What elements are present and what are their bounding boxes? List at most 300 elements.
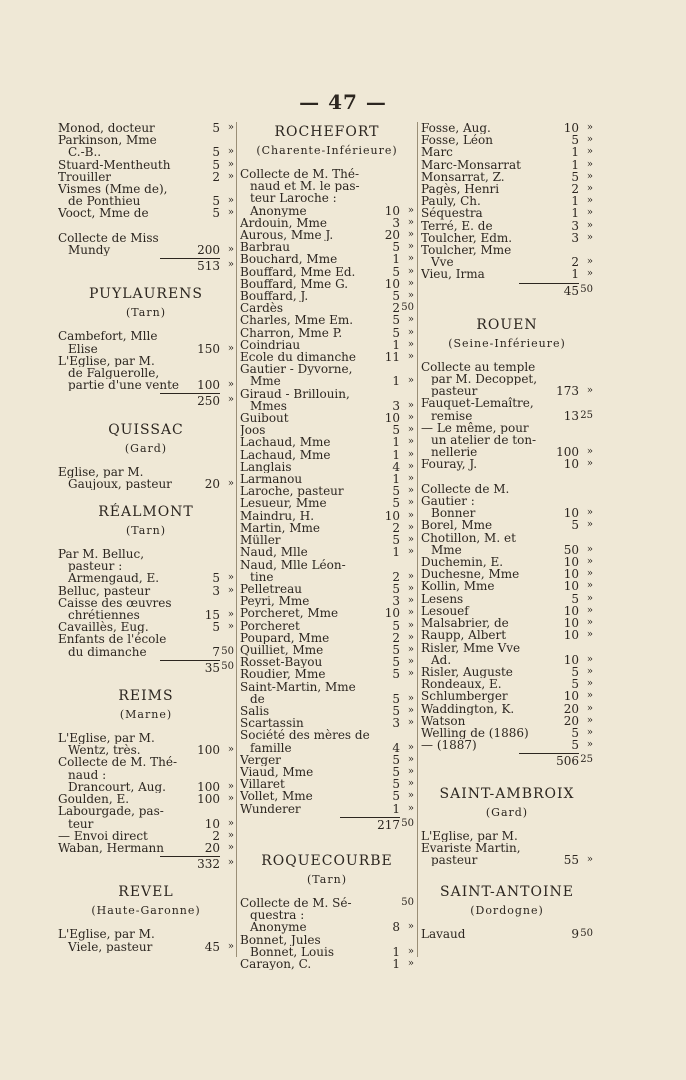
amount-centimes: » xyxy=(227,122,234,133)
donor-name: Pelletreau xyxy=(240,582,302,596)
amount-centimes: » xyxy=(407,945,414,957)
total-francs: 45 xyxy=(519,283,579,297)
list-item xyxy=(421,519,593,531)
section-total xyxy=(58,258,234,272)
entry-list xyxy=(58,330,234,391)
amount-francs: 100 xyxy=(556,445,579,460)
amount-centimes: » xyxy=(586,219,593,231)
donor-name: Poupard, Mme xyxy=(240,631,330,644)
list-item xyxy=(240,302,414,314)
entry-list xyxy=(421,928,593,940)
list-item xyxy=(421,232,593,244)
amount-francs: 1 xyxy=(392,944,400,959)
donor-name: L'Eglise, par M. xyxy=(421,829,518,842)
donor-name: Collecte au temple xyxy=(421,360,536,374)
amount-francs: 4 xyxy=(392,459,400,474)
amount-francs: 1 xyxy=(571,206,579,221)
amount-francs: 5 xyxy=(571,725,579,740)
amount-centimes: » xyxy=(227,379,234,391)
donor-name: Joos xyxy=(240,424,266,437)
amount-francs: 5 xyxy=(392,777,400,792)
amount-centimes: » xyxy=(407,595,414,607)
amount-centimes: » xyxy=(407,436,414,448)
section-subtitle: (Dordogne) xyxy=(470,904,544,918)
amount-centimes: » xyxy=(227,793,234,805)
list-item xyxy=(240,485,414,497)
total-centimes: 50 xyxy=(401,817,414,829)
amount-centimes: » xyxy=(586,256,593,268)
amount-centimes: » xyxy=(227,342,234,354)
amount-francs: 100 xyxy=(197,743,220,758)
amount-centimes: » xyxy=(407,534,414,546)
list-item xyxy=(240,559,414,571)
amount-centimes: » xyxy=(586,556,593,568)
donor-name: Bouchard, Mme xyxy=(240,253,338,266)
amount-centimes: » xyxy=(586,665,593,677)
amount-francs: 5 xyxy=(212,206,220,221)
amount-francs: 5 xyxy=(392,655,400,670)
amount-francs: 5 xyxy=(392,423,400,438)
amount-francs: 1 xyxy=(392,337,400,352)
amount-francs: 5 xyxy=(392,752,400,767)
list-item xyxy=(421,134,593,146)
donor-name: — Envoi direct xyxy=(58,829,148,842)
amount-centimes: 50 xyxy=(221,645,234,657)
amount-centimes: » xyxy=(407,290,414,302)
amount-centimes: » xyxy=(586,592,593,604)
list-item xyxy=(58,183,234,195)
donor-name: teur Laroche : xyxy=(250,192,337,205)
donor-name: L'Eglise, par M. xyxy=(58,354,155,368)
section-subtitle: (Tarn) xyxy=(126,306,166,320)
amount-francs: 5 xyxy=(571,664,579,679)
donor-name: Toulcher, Edm. xyxy=(421,231,513,245)
list-item xyxy=(240,522,414,534)
list-item xyxy=(421,629,593,641)
donor-name: pasteur xyxy=(431,385,478,398)
total-centimes: » xyxy=(227,394,234,406)
list-item xyxy=(421,244,593,256)
list-item xyxy=(58,171,234,183)
amount-centimes: » xyxy=(586,853,593,865)
amount-centimes: » xyxy=(407,314,414,326)
donor-name: chrétiennes xyxy=(68,609,140,622)
amount-francs: 150 xyxy=(197,341,220,356)
donor-name: — Le même, pour xyxy=(421,421,529,435)
donor-name: Bonnet, Jules xyxy=(240,933,321,946)
amount-centimes: » xyxy=(407,424,414,436)
amount-centimes: » xyxy=(407,521,414,533)
amount-centimes: » xyxy=(227,207,234,219)
page-number: — 47 — xyxy=(299,90,387,114)
amount-francs: 1 xyxy=(392,374,400,389)
list-item xyxy=(240,946,414,958)
amount-francs: 45 xyxy=(204,939,220,954)
list-item xyxy=(240,461,414,473)
column-right xyxy=(421,122,593,940)
amount-centimes: » xyxy=(227,584,234,596)
donor-name: L'Eglise, par M. xyxy=(58,928,155,941)
list-item xyxy=(421,739,593,751)
list-item xyxy=(58,195,234,207)
amount-francs: 5 xyxy=(212,157,220,172)
list-item xyxy=(421,422,593,434)
list-item xyxy=(240,412,414,424)
donor-name: Lesouef xyxy=(421,604,469,618)
list-item xyxy=(421,690,593,702)
amount-centimes: » xyxy=(407,338,414,350)
amount-centimes: » xyxy=(407,241,414,253)
list-item xyxy=(240,351,414,363)
amount-centimes: » xyxy=(227,170,234,182)
amount-centimes: » xyxy=(586,519,593,531)
amount-francs: 20 xyxy=(563,713,579,728)
amount-francs: 10 xyxy=(563,567,579,582)
total-centimes: 25 xyxy=(580,754,593,766)
entry-list xyxy=(58,928,234,952)
amount-francs: 3 xyxy=(392,594,400,609)
donor-name: Lachaud, Mme xyxy=(240,448,331,461)
amount-centimes: » xyxy=(586,207,593,219)
donor-name: pasteur : xyxy=(68,560,123,573)
list-item xyxy=(58,585,234,597)
list-item xyxy=(240,607,414,619)
amount-centimes: » xyxy=(407,656,414,668)
donor-name: C.-B.. xyxy=(68,146,102,159)
list-item xyxy=(240,192,414,204)
amount-francs: 8 xyxy=(392,920,400,935)
donor-name: Cardès xyxy=(240,302,284,315)
entry-list xyxy=(240,897,414,970)
amount-centimes: » xyxy=(586,458,593,470)
amount-francs: 10 xyxy=(384,203,400,218)
amount-centimes: » xyxy=(586,543,593,555)
donor-name: Charron, Mme P. xyxy=(240,326,343,339)
donor-name: Laroche, pasteur xyxy=(240,485,344,498)
donor-name: L'Eglise, par M. xyxy=(58,732,155,745)
amount-francs: 1 xyxy=(571,145,579,160)
list-item xyxy=(421,483,593,495)
amount-francs: 10 xyxy=(384,508,400,523)
entry-list xyxy=(58,548,234,658)
list-item xyxy=(240,510,414,522)
amount-francs: 10 xyxy=(563,555,579,570)
amount-francs: 5 xyxy=(571,133,579,148)
list-item xyxy=(240,778,414,790)
amount-francs: 10 xyxy=(384,411,400,426)
amount-centimes: » xyxy=(407,485,414,497)
donor-name: Schlumberger xyxy=(421,690,508,703)
donor-name: Carayon, C. xyxy=(240,957,312,971)
section-title: REIMS xyxy=(118,688,174,705)
amount-francs: 10 xyxy=(384,276,400,291)
amount-centimes: » xyxy=(407,326,414,338)
list-item xyxy=(240,790,414,802)
amount-francs: 10 xyxy=(563,457,579,472)
amount-centimes: » xyxy=(407,351,414,363)
amount-centimes: » xyxy=(586,268,593,280)
amount-centimes: » xyxy=(407,375,414,387)
amount-francs: 5 xyxy=(392,667,400,682)
list-item xyxy=(421,703,593,715)
amount-francs: 10 xyxy=(384,606,400,621)
entry-list xyxy=(240,168,414,815)
column-divider xyxy=(417,122,418,957)
section-title: SAINT-AMBROIX xyxy=(439,785,575,802)
section-title: SAINT-ANTOINE xyxy=(440,884,574,901)
column-middle xyxy=(240,122,414,970)
amount-centimes: » xyxy=(407,753,414,765)
list-item xyxy=(58,941,234,953)
donor-name: Chotillon, M. et xyxy=(421,531,516,544)
donor-name: Marc-Monsarrat xyxy=(421,158,521,171)
list-item xyxy=(58,633,234,645)
list-item xyxy=(421,580,593,592)
donor-name: Monsarrat, Z. xyxy=(421,170,505,184)
amount-francs: 2 xyxy=(392,630,400,645)
donor-name: Roudier, Mme xyxy=(240,668,326,681)
list-item xyxy=(58,646,234,658)
amount-centimes: 25 xyxy=(580,409,593,421)
list-item xyxy=(421,183,593,195)
list-item xyxy=(240,290,414,302)
donor-name: Goulden, E. xyxy=(58,793,130,806)
list-item xyxy=(421,471,593,483)
list-item xyxy=(240,742,414,754)
donor-name: Villaret xyxy=(240,778,285,791)
amount-centimes: » xyxy=(407,607,414,619)
amount-francs: 10 xyxy=(563,652,579,667)
amount-centimes: » xyxy=(407,778,414,790)
amount-francs: 15 xyxy=(204,608,220,623)
donor-name: Marc xyxy=(421,146,453,159)
amount-francs: 5 xyxy=(392,289,400,304)
amount-francs: 1 xyxy=(392,801,400,816)
amount-centimes: » xyxy=(407,765,414,777)
list-item xyxy=(58,207,234,219)
list-item xyxy=(240,253,414,265)
amount-francs: 1 xyxy=(392,435,400,450)
total-centimes: 50 xyxy=(580,283,593,295)
donor-name: Naud, Mlle xyxy=(240,546,308,559)
donor-name: Fauquet-Lemaître, xyxy=(421,397,534,410)
amount-centimes: » xyxy=(407,253,414,265)
donor-name: naud et M. le pas- xyxy=(250,180,360,193)
donor-name: Rosset-Bayou xyxy=(240,656,323,669)
amount-francs: 3 xyxy=(392,716,400,731)
amount-centimes: » xyxy=(586,702,593,714)
list-item xyxy=(421,220,593,232)
list-item xyxy=(240,497,414,509)
amount-francs: 5 xyxy=(392,240,400,255)
amount-centimes: » xyxy=(407,643,414,655)
donor-name: Armengaud, E. xyxy=(68,572,160,585)
list-item xyxy=(240,958,414,970)
section-subtitle: (Gard) xyxy=(124,441,168,455)
section-subtitle: (Gard) xyxy=(485,805,529,819)
amount-francs: 100 xyxy=(197,378,220,393)
entry-list xyxy=(421,361,593,751)
amount-francs: 5 xyxy=(571,518,579,533)
amount-francs: 5 xyxy=(212,145,220,160)
amount-francs: 5 xyxy=(392,533,400,548)
amount-centimes: » xyxy=(586,714,593,726)
amount-centimes: » xyxy=(407,448,414,460)
donor-name: Vve xyxy=(431,256,454,269)
list-item xyxy=(240,705,414,717)
donor-name: Fosse, Aug. xyxy=(421,122,491,135)
list-item xyxy=(58,134,234,146)
donor-name: Vollet, Mme xyxy=(240,790,313,803)
amount-centimes: » xyxy=(586,617,593,629)
list-item xyxy=(421,928,593,940)
amount-centimes: » xyxy=(407,631,414,643)
donor-name: Ad. xyxy=(431,653,452,666)
list-item xyxy=(240,314,414,326)
donor-name: Mme xyxy=(250,375,281,388)
donor-name: Ardouin, Mme xyxy=(240,216,327,230)
donor-name: Vismes (Mme de), xyxy=(58,183,168,196)
donor-name: Vieu, Irma xyxy=(421,268,485,281)
amount-centimes: » xyxy=(586,580,593,592)
section-total xyxy=(58,660,234,674)
amount-centimes: » xyxy=(586,146,593,158)
list-item xyxy=(58,572,234,584)
list-item xyxy=(240,693,414,705)
list-item xyxy=(240,729,414,741)
section-subtitle: (Tarn) xyxy=(307,872,347,886)
section-title: RÉALMONT xyxy=(98,504,194,521)
section-subtitle: (Marne) xyxy=(119,708,173,722)
amount-francs: 5 xyxy=(392,581,400,596)
amount-centimes: » xyxy=(586,507,593,519)
list-item xyxy=(240,375,414,387)
amount-centimes: » xyxy=(227,195,234,207)
amount-centimes: » xyxy=(407,229,414,241)
section-total xyxy=(240,817,414,831)
donor-name: questra : xyxy=(250,909,305,922)
amount-centimes: » xyxy=(586,183,593,195)
donor-name: par M. Decoppet, xyxy=(431,373,538,386)
list-item xyxy=(240,656,414,668)
amount-centimes: » xyxy=(227,477,234,489)
amount-francs: 2 xyxy=(212,828,220,843)
donor-name: Monod, docteur xyxy=(58,122,155,135)
list-item xyxy=(58,548,234,560)
list-item xyxy=(58,355,234,367)
amount-centimes: » xyxy=(407,704,414,716)
donor-name: Eglise, par M. xyxy=(58,465,144,478)
list-item xyxy=(421,122,593,134)
donor-name: partie d'une vente xyxy=(68,379,180,392)
amount-francs: 2 xyxy=(392,569,400,584)
total-centimes: » xyxy=(227,259,234,271)
donor-name: Elise xyxy=(68,342,98,355)
list-item xyxy=(58,244,234,256)
amount-francs: 10 xyxy=(563,689,579,704)
amount-francs: 1 xyxy=(392,252,400,267)
donor-name: Raupp, Albert xyxy=(421,629,507,642)
amount-centimes: 50 xyxy=(401,896,414,908)
list-item xyxy=(421,507,593,519)
donor-name: nellerie xyxy=(431,446,478,459)
donor-name: Bouffard, Mme G. xyxy=(240,277,349,291)
list-item xyxy=(58,609,234,621)
list-item xyxy=(240,449,414,461)
amount-centimes: » xyxy=(407,497,414,509)
donor-name: Verger xyxy=(240,753,281,766)
amount-francs: 20 xyxy=(204,476,220,491)
amount-francs: 1 xyxy=(392,545,400,560)
donor-name: Watson xyxy=(421,714,466,727)
amount-francs: 10 xyxy=(204,816,220,831)
amount-centimes: » xyxy=(586,629,593,641)
donor-name: Lesueur, Mme xyxy=(240,497,327,510)
list-item xyxy=(240,534,414,546)
section-subtitle: (Tarn) xyxy=(126,524,166,538)
list-item xyxy=(421,715,593,727)
list-item xyxy=(421,361,593,373)
amount-centimes: » xyxy=(586,195,593,207)
amount-francs: 10 xyxy=(563,506,579,521)
list-item xyxy=(58,343,234,355)
list-item xyxy=(58,928,234,940)
amount-francs: 2 xyxy=(571,255,579,270)
amount-centimes: » xyxy=(586,678,593,690)
donor-name: Mundy xyxy=(68,244,111,257)
list-item xyxy=(240,632,414,644)
donor-name: Fosse, Léon xyxy=(421,134,493,147)
donor-name: Belluc, pasteur xyxy=(58,584,151,597)
amount-francs: 3 xyxy=(571,230,579,245)
donor-name: Labourgade, pas- xyxy=(58,805,164,818)
donor-name: de xyxy=(250,692,265,705)
donor-name: Salis xyxy=(240,704,270,718)
donor-name: Ecole du dimanche xyxy=(240,351,357,364)
amount-francs: 4 xyxy=(392,740,400,755)
section-title: REVEL xyxy=(118,884,174,901)
amount-centimes: » xyxy=(227,829,234,841)
section-subtitle: (Seine-Inférieure) xyxy=(448,336,566,350)
donor-name: Pagès, Henri xyxy=(421,183,500,196)
amount-francs: 10 xyxy=(563,603,579,618)
section-title: ROQUECOURBE xyxy=(261,852,393,869)
amount-centimes: » xyxy=(227,572,234,584)
amount-francs: 5 xyxy=(212,571,220,586)
donor-name: Collecte de M. Thé- xyxy=(58,756,178,769)
list-item xyxy=(421,458,593,470)
list-item xyxy=(240,717,414,729)
list-item xyxy=(240,229,414,241)
donor-name: Quilliet, Mme xyxy=(240,643,324,657)
donor-name: Bonner xyxy=(431,507,476,520)
donor-name: de Ponthieu xyxy=(68,195,141,208)
amount-francs: 3 xyxy=(392,398,400,413)
amount-francs: 5 xyxy=(392,703,400,718)
list-item xyxy=(240,266,414,278)
list-item xyxy=(58,220,234,232)
donor-name: Anonyme xyxy=(250,204,307,217)
list-item xyxy=(421,654,593,666)
donor-name: Porcheret, Mme xyxy=(240,607,339,620)
amount-centimes: » xyxy=(586,690,593,702)
entry-list xyxy=(58,466,234,490)
donor-name: Waban, Hermann xyxy=(58,841,164,855)
donor-name: de Falguerolle, xyxy=(68,367,160,380)
amount-centimes: » xyxy=(586,653,593,665)
amount-centimes: » xyxy=(227,841,234,853)
list-item xyxy=(421,666,593,678)
